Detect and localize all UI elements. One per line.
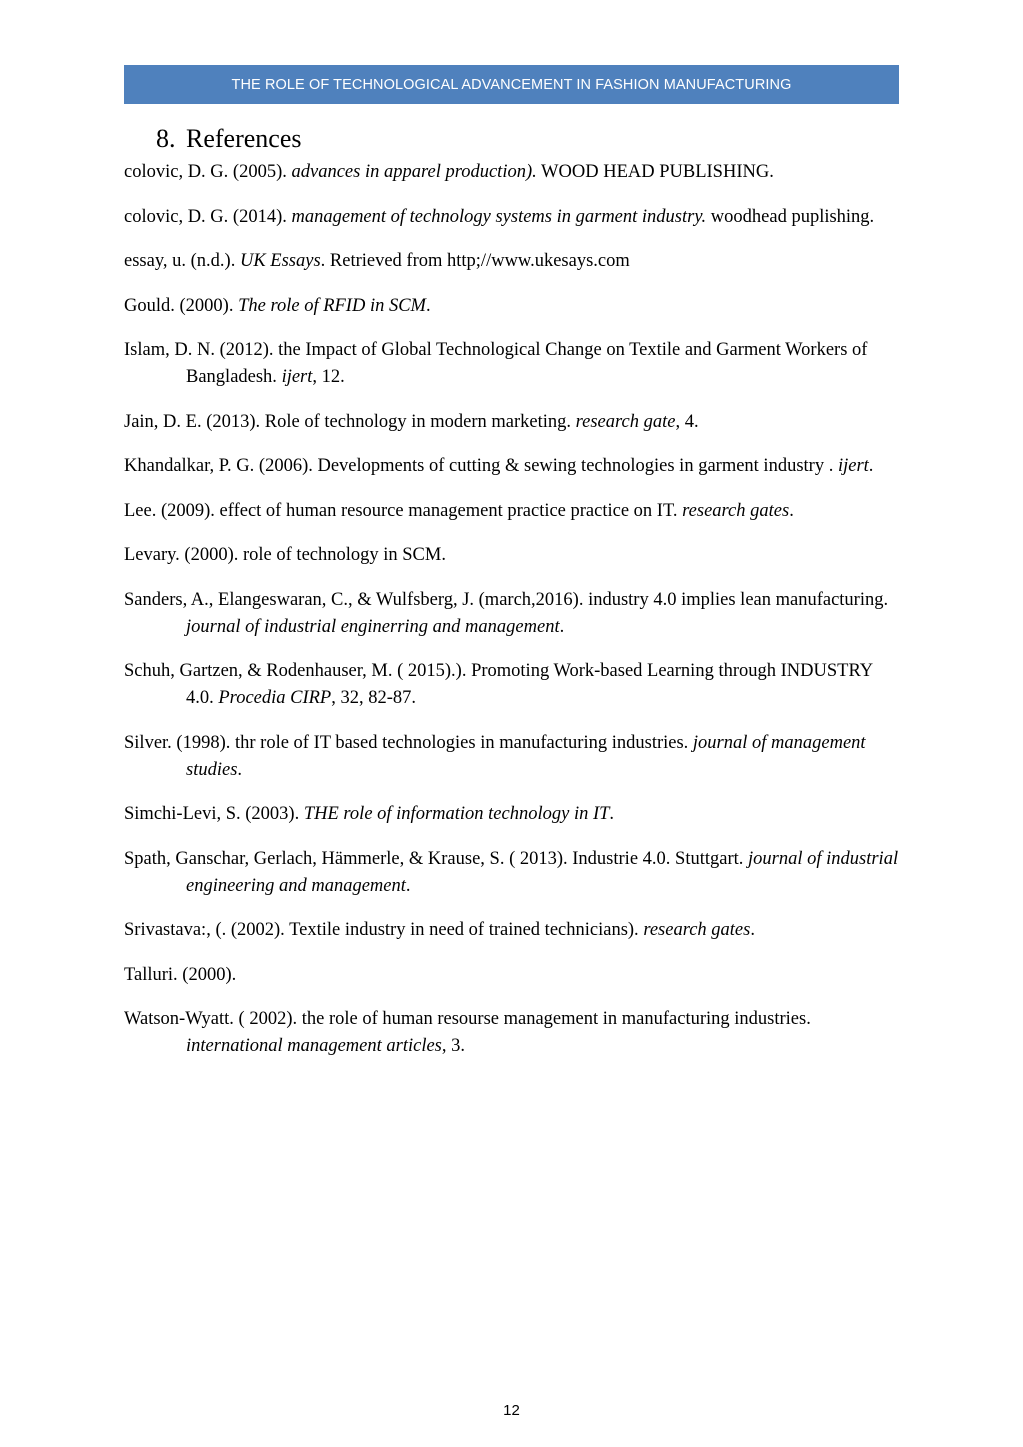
reference-entry (124, 962, 899, 989)
reference-text: Talluri. (2000). (124, 964, 237, 985)
reference-entry (124, 587, 899, 641)
section-heading (156, 122, 301, 156)
reference-entry (124, 801, 899, 828)
reference-entry (124, 846, 899, 900)
reference-text-tail: . Retrieved from http;//www.ukesays.com (320, 251, 630, 271)
reference-source-title: UK Essays (239, 251, 321, 271)
reference-text: Sanders, A., Elangeswaran, C., & Wulfsberg, J. (march,2016). industry 4.0 implies lean manufacturing. (124, 589, 889, 610)
reference-source-title: journal of management studies (186, 732, 866, 780)
header-title: THE ROLE OF TECHNOLOGICAL ADVANCEMENT IN FASHION MANUFACTURING (231, 76, 792, 93)
reference-source-title: journal of industrial engineering and management (186, 848, 899, 896)
reference-text: Gould. (2000). (124, 295, 239, 316)
reference-text: essay, u. (n.d.). (124, 251, 240, 271)
reference-text: Srivastava:, (. (2002). Textile industry in need of trained technicians). (124, 920, 644, 940)
reference-text: Silver. (1998). thr role of IT based technologies in manufacturing industries. (124, 732, 693, 753)
reference-text-tail: WOOD HEAD PUBLISHING. (536, 162, 774, 182)
reference-text-tail: , 4. (675, 411, 699, 432)
reference-text: Simchi-Levi, S. (2003). (124, 804, 304, 824)
reference-source-title: research gates (643, 920, 751, 940)
reference-text-tail: . (425, 295, 431, 316)
reference-entry (124, 498, 899, 525)
reference-source-title: research gate (575, 411, 676, 432)
reference-entry (124, 453, 899, 480)
reference-entry (124, 337, 899, 391)
page-number: 12 (503, 1402, 520, 1419)
reference-source-title: ijert (837, 456, 869, 476)
reference-source-title: research gates (682, 500, 790, 521)
reference-text-tail: . (609, 804, 615, 824)
reference-entry (124, 658, 899, 712)
reference-text: Lee. (2009). effect of human resource management practice practice on IT. (124, 500, 683, 521)
reference-entry (124, 293, 899, 320)
page-header (124, 65, 899, 104)
reference-text-tail: , 12. (312, 367, 345, 387)
reference-entry (124, 159, 899, 186)
reference-source-title: Procedia CIRP (218, 688, 332, 708)
reference-text: Islam, D. N. (2012). the Impact of Global Technological Change on Textile and Garment Workers of Bangladesh. (124, 340, 868, 387)
reference-entry (124, 917, 899, 944)
reference-text: Schuh, Gartzen, & Rodenhauser, M. ( 2015).). Promoting Work-based Learning through INDUSTRY 4.0. (124, 661, 873, 708)
reference-source-title: international management articles (186, 1036, 442, 1056)
reference-entry (124, 409, 899, 436)
reference-text-tail: . (405, 875, 411, 896)
reference-text-tail: woodhead puplishing. (706, 206, 875, 227)
section-number: 8. (156, 124, 176, 153)
reference-text-tail: . (868, 456, 874, 476)
reference-entry (124, 1006, 899, 1060)
reference-text-tail: . (559, 616, 565, 637)
reference-text: Jain, D. E. (2013). Role of technology in modern marketing. (124, 411, 576, 432)
reference-text-tail: . (237, 759, 243, 780)
reference-text: Spath, Ganschar, Gerlach, Hämmerle, & Krause, S. ( 2013). Industrie 4.0. Stuttgart. (124, 848, 748, 869)
reference-source-title: journal of industrial enginerring and management (186, 616, 560, 637)
reference-text: Watson-Wyatt. ( 2002). the role of human resourse management in manufacturing industries. (124, 1009, 811, 1029)
section-title: References (186, 124, 302, 153)
reference-text-tail: . (750, 920, 755, 940)
reference-entry (124, 542, 899, 569)
reference-text: Levary. (2000). role of technology in SCM. (124, 545, 446, 565)
reference-text: colovic, D. G. (2005). (124, 162, 292, 182)
reference-list (124, 159, 899, 1078)
reference-source-title: advances in apparel production). (291, 162, 537, 182)
reference-source-title: ijert (281, 367, 313, 387)
reference-source-title: THE role of information technology in IT (303, 804, 610, 824)
reference-source-title: management of technology systems in garment industry. (291, 206, 707, 227)
reference-text-tail: . (789, 500, 794, 521)
reference-text: Khandalkar, P. G. (2006). Developments of cutting & sewing technologies in garment industry . (124, 456, 838, 476)
reference-text-tail: , 3. (441, 1036, 466, 1056)
reference-entry (124, 248, 899, 275)
reference-text: colovic, D. G. (2014). (124, 206, 292, 227)
reference-source-title: The role of RFID in SCM (238, 295, 426, 316)
reference-entry (124, 730, 899, 784)
reference-text-tail: , 32, 82-87. (331, 688, 417, 708)
reference-entry (124, 204, 899, 231)
